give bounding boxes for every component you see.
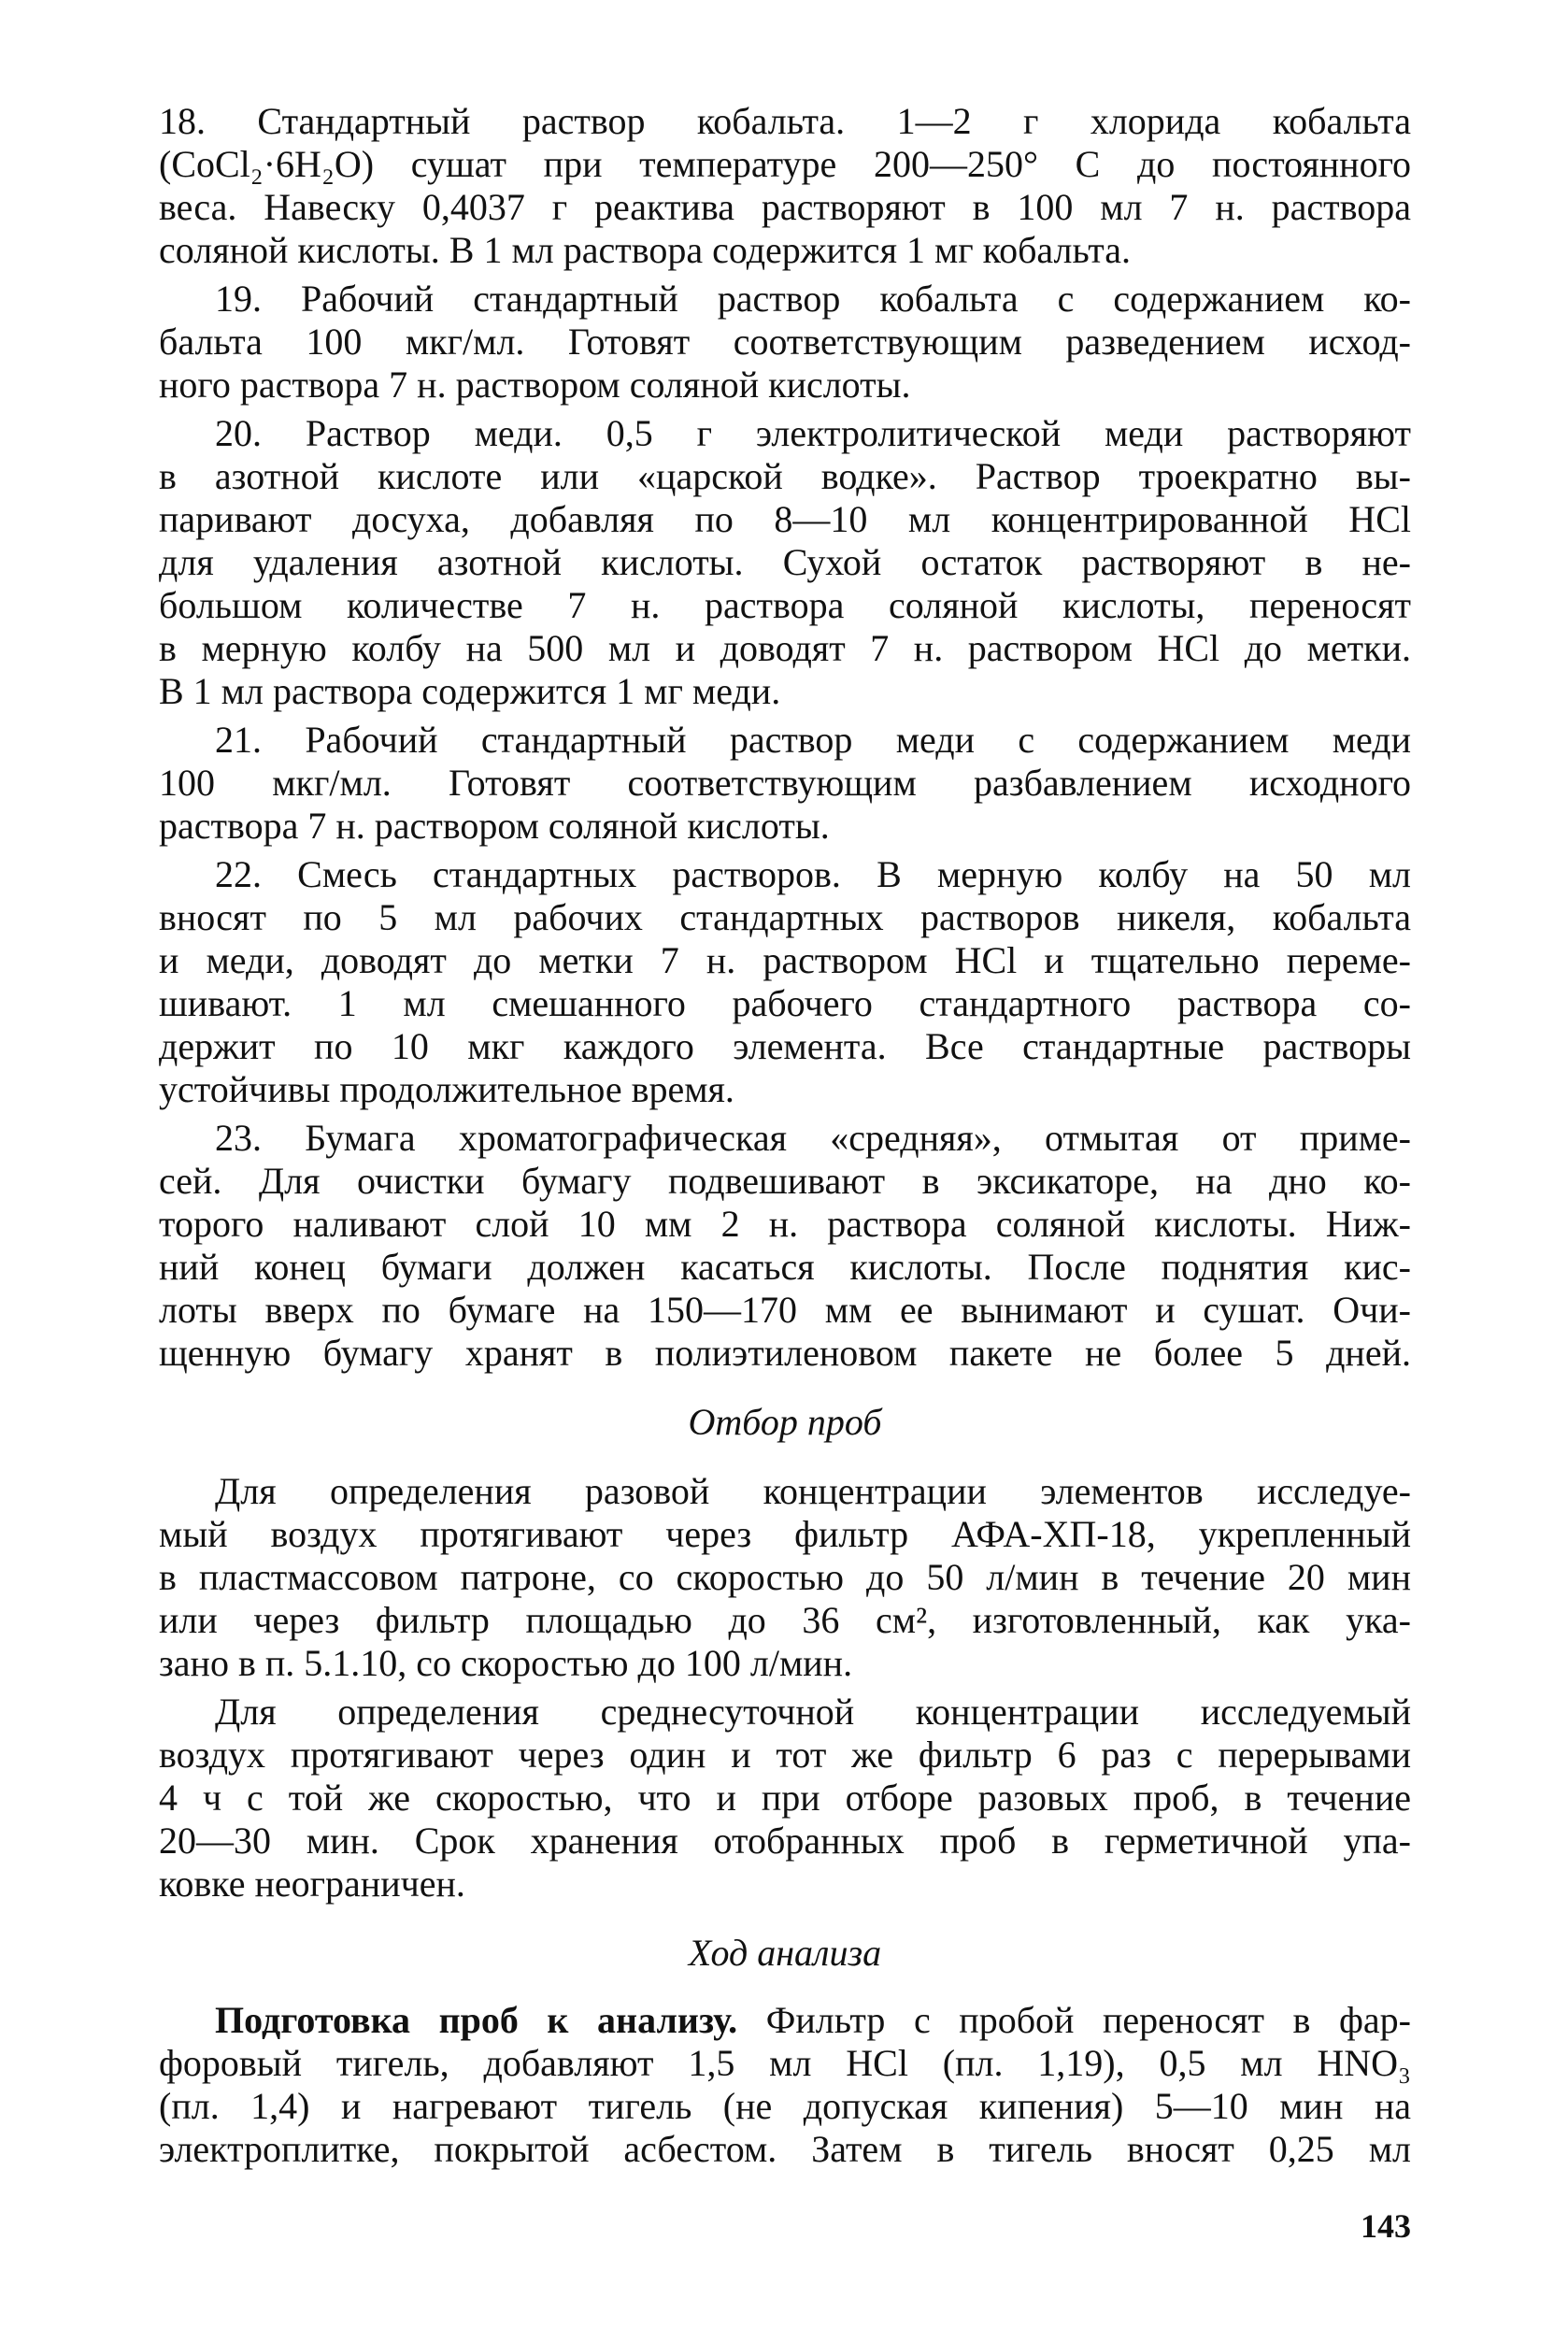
text-line: соляной кислоты. В 1 мл раствора содержится 1 мг кобальта. bbox=[159, 229, 1131, 271]
text-line: торого наливают слой 10 мм 2 н. раствора соляной кислоты. Ниж- bbox=[159, 1203, 1411, 1245]
text-line: В 1 мл раствора содержится 1 мг меди. bbox=[159, 670, 781, 712]
run-in-heading: Подготовка проб к анализу. bbox=[215, 1999, 738, 2041]
text-line: Для определения разовой концентрации элементов исследуе- bbox=[215, 1470, 1411, 1512]
text-line: большом количестве 7 н. раствора соляной кислоты, переносят bbox=[159, 584, 1411, 626]
text-line: 4 ч с той же скоростью, что и при отборе разовых проб, в течение bbox=[159, 1777, 1411, 1819]
text-line: 100 мкг/мл. Готовят соответствующим разбавлением исходного bbox=[159, 762, 1411, 804]
text-line: ного раствора 7 н. раствором соляной кислоты. bbox=[159, 364, 911, 406]
text-line: паривают досуха, добавляя по 8—10 мл концентрированной HCl bbox=[159, 498, 1411, 540]
text-line: воздух протягивают через один и тот же фильтр 6 раз с перерывами bbox=[159, 1734, 1411, 1776]
text-line: в мерную колбу на 500 мл и доводят 7 н. раствором HCl до метки. bbox=[159, 627, 1411, 669]
text-line: в пластмассовом патроне, со скоростью до 50 л/мин в течение 20 мин bbox=[159, 1556, 1411, 1598]
text-line: мый воздух протягивают через фильтр АФА-ХП-18, укрепленный bbox=[159, 1513, 1411, 1555]
text-line: 21. Рабочий стандартный раствор меди с содержанием меди bbox=[215, 719, 1411, 761]
text-line: лоты вверх по бумаге на 150—170 мм ее вынимают и сушат. Очи- bbox=[159, 1289, 1411, 1331]
text-line: 20. Раствор меди. 0,5 г электролитической меди растворяют bbox=[215, 412, 1411, 454]
section-heading-analysis: Ход анализа bbox=[688, 1932, 882, 1974]
text-line: форовый тигель, добавляют 1,5 мл HCl (пл. 1,19), 0,5 мл HNO₃ bbox=[159, 2042, 1411, 2084]
text-line: Для определения среднесуточной концентрации исследуемый bbox=[215, 1691, 1411, 1733]
page-number: 143 bbox=[1361, 2207, 1411, 2245]
text-line: (пл. 1,4) и нагревают тигель (не допуская кипения) 5—10 мин на bbox=[159, 2085, 1411, 2127]
text-line: ковке неограничен. bbox=[159, 1863, 465, 1905]
text-line: 23. Бумага хроматографическая «средняя», отмытая от приме- bbox=[215, 1117, 1411, 1159]
text-line: щенную бумагу хранят в полиэтиленовом пакете не более 5 дней. bbox=[159, 1332, 1411, 1374]
text-line: устойчивы продолжительное время. bbox=[159, 1068, 734, 1110]
text-line: ний конец бумаги должен касаться кислоты. После поднятия кис- bbox=[159, 1246, 1411, 1288]
text-line: 20—30 мин. Срок хранения отобранных проб в герметичной упа- bbox=[159, 1820, 1411, 1862]
text-line bbox=[159, 2000, 1411, 2041]
text-line: веса. Навеску 0,4037 г реактива растворяют в 100 мл 7 н. раствора bbox=[159, 186, 1411, 228]
text-line: для удаления азотной кислоты. Сухой остаток растворяют в не- bbox=[159, 541, 1411, 583]
text-run: Фильтр с пробой переносят в фар- bbox=[737, 1999, 1411, 2041]
text-line: 22. Смесь стандартных растворов. В мерную колбу на 50 мл bbox=[215, 853, 1411, 895]
text-line: (CoCl₂·6H₂O) сушат при температуре 200—250° C до постоянного bbox=[159, 143, 1411, 185]
text-line: и меди, доводят до метки 7 н. раствором HCl и тщательно переме- bbox=[159, 939, 1411, 981]
text-line: раствора 7 н. раствором соляной кислоты. bbox=[159, 805, 830, 847]
text-line: или через фильтр площадью до 36 см², изготовленный, как ука- bbox=[159, 1599, 1411, 1641]
text-line: 18. Стандартный раствор кобальта. 1—2 г хлорида кобальта bbox=[159, 100, 1411, 142]
text-line: держит по 10 мкг каждого элемента. Все стандартные растворы bbox=[159, 1025, 1411, 1067]
text-line: 19. Рабочий стандартный раствор кобальта с содержанием ко- bbox=[215, 278, 1411, 320]
section-heading-sampling: Отбор проб bbox=[688, 1401, 882, 1443]
text-line: в азотной кислоте или «царской водке». Раствор троекратно вы- bbox=[159, 455, 1411, 497]
text-line: бальта 100 мкг/мл. Готовят соответствующим разведением исход- bbox=[159, 321, 1411, 363]
text-line: зано в п. 5.1.10, со скоростью до 100 л/мин. bbox=[159, 1642, 853, 1684]
text-line: вносят по 5 мл рабочих стандартных растворов никеля, кобальта bbox=[159, 896, 1411, 938]
text-line: сей. Для очистки бумагу подвешивают в эксикаторе, на дно ко- bbox=[159, 1160, 1411, 1202]
text-line: электроплитке, покрытой асбестом. Затем в тигель вносят 0,25 мл bbox=[159, 2128, 1411, 2170]
text-line: шивают. 1 мл смешанного рабочего стандартного раствора со- bbox=[159, 982, 1411, 1024]
